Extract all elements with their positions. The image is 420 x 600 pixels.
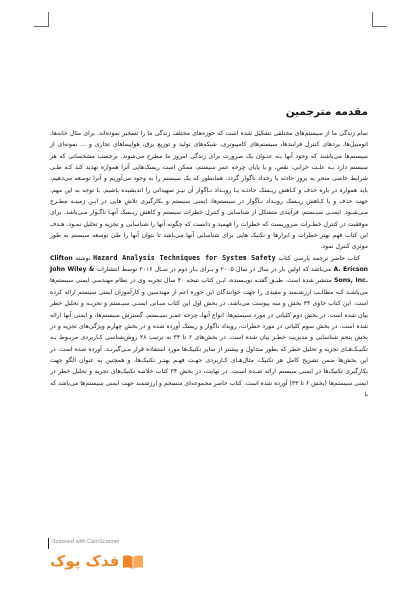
publisher-name-english: John Wiley & Sons, Inc.: [50, 266, 368, 285]
brand-name: فدک پوک: [50, 551, 120, 570]
book-title-english: Hazard Analysis Techniques for System Safety: [93, 253, 276, 262]
brand-logo: [50, 550, 144, 572]
paragraph-2: [50, 253, 368, 400]
author-name-english: Clifton A. Ericson: [50, 254, 368, 274]
paragraph-2-b: می‌باشد که اولین بار در سال در سال ۲۰۰۵ و بـرای بـار دوم در سـال ۲۰۱۶ توسط انتشارات: [96, 266, 332, 274]
footer-divider: [48, 538, 49, 549]
section-title: مقدمه مترجمین: [285, 106, 368, 118]
footer-scanner-note: Scanned with CamScanner: [52, 539, 120, 545]
body-text: [50, 128, 368, 400]
paragraph-2-c: منتشر شده است. طبـق گفتـه نویـسنده، ایـن کتاب نتیجه ۴۰ سال تجربه وی در نظام مهندسی ایمنی سیستم‌ها می‌باشـد کـه مطالـب ارزشـمند و مفیدی را جهت خوانندگان این حوزه اعم از مهندسین و کارآموزان ایمنی سیستم ارائه کرده است. این کتاب حاوی ۳۳ بخش و سه پیوست می‌باشد. در بخش اول این کتاب مبـانی ایمنـی سیـستم و تجزیـه و تحلیل خطر بیان شده است. در بخش دوم کلیاتی در مورد سیستم‌ها، انواع آنها، چرخه عمـر سیـستم، گسترش سیستم‌ها، و ایمنی آنها ارائه شده است. در بخش سوم کلیاتی در مورد خطرات، رویداد ناگوار و ریسک آورده شده و در بخش چهارم ویژگی‌های تجزیه و در بخش پنجم شناسایی و مدیریت خطـر بیان شده است. در بخش‌های ۶ تا ۳۳ به ترتیب ۲۸ روش‌شناسی کـاربردی مربـوط بـه تکنیـک‌هـای تجزیه و تحلیل خطر که بطور متداول و بیشتر از سایر تکنیک‌ها مورد استفاده قرار مـی‌گیرنـد، آورده شده است. در این بخش‌ها ضمن تشریح کامل هر تکنیک، مثال‌هـای کـاربردی جهـت فهـم بهتـر تکنیک‌ها، و همچنین به عنوان الگو جهت بکارگیری تکنیک‌ها در ایمنی سیستم ارائه شـده اسـت. در نهایت، در بخش ۳۴ کتاب خلاصه تکنیک‌های تجزیه و تحلیل خطر در ایمنی سیستم‌ها (بخش ۶ تا ۳۳) آورده شده است. کتاب حاضر مجموعه‌ای منسجم و ارزشمند جهت ایمنی سیستم‌ها می‌باشد که با: [50, 277, 368, 398]
open-book-icon: [122, 551, 144, 571]
paragraph-2-intro: کتاب حاضر ترجمه پارسی کتاب: [278, 254, 361, 262]
paragraph-2-a: نوشته: [75, 254, 91, 262]
crop-mark-top-left: [34, 12, 49, 27]
crop-mark-top-right: [372, 12, 387, 27]
paragraph-1: تمام زندگی ما از سیستم‌های مختلفی تشکیل شده است که حوزه‌های مختلف زندگی ما را تسخیر نموده‌اند. برای مثال خانه‌ها، اتومبیل‌ها، پردهای کنترل فرایندها، سیستم‌های کامپیوتری، شبکه‌های تولید و توزیع برق، هواپیماهای تجاری و ... نمونه‌ای از سیستم‌ها می‌باشند که وجود آنها بـه عنـوان یک ضرورت برای زندگی امروز ما مطرح می‌شوند. برحسب مشخصاتی که هر سیستم دارد بـه علـت خرابی، نقص، و یا پایان چرخه عمر سیستم، ممکن است ریسک‌هایی آنرا همواره تهدید کند کـه طـی شرایط خاصی منجر به بروز حادثه یا رخداد ناگوار گردد. همانطور که یک سیستم را به وجود می‌آوریم و آنرا توسعه می‌دهیم، باید همواره در باره حذف و کـاهش ریـسک حادثـه یـا رویـداد نـاگوار آن نیـز تمهیداتی را اندیشیده باشیم. با توجه به این مهم، جهت حذف و یا کـاهش ریـسک رویـداد نـاگوار در سیستم‌ها، ایمنی سیستم و بکارگیری تلاش هایی در ایـن زمینـه مطـرح مـی‌شـود. ایمنـی سیـستم، فرآیندی متشکل از شناسایی و کنترل خطرات سیستم و کاهش ریـسک آنهـا ناگـوار مـی‌باشد. برای موفقیت در کنترل خطـرات ضروریست که خطرات را فهمید و دانست که چگونه آنها را شناسایی و تجزیه و تحلیل نمـود. هـدف این کتاب فهم بهتر خطرات و ابزارها و تکنیک هایی برای شناسایی آنها می‌باشد تا بتوان آنها را طی توسعه سیستم به طور موثری کنترل نمود.: [50, 130, 368, 251]
